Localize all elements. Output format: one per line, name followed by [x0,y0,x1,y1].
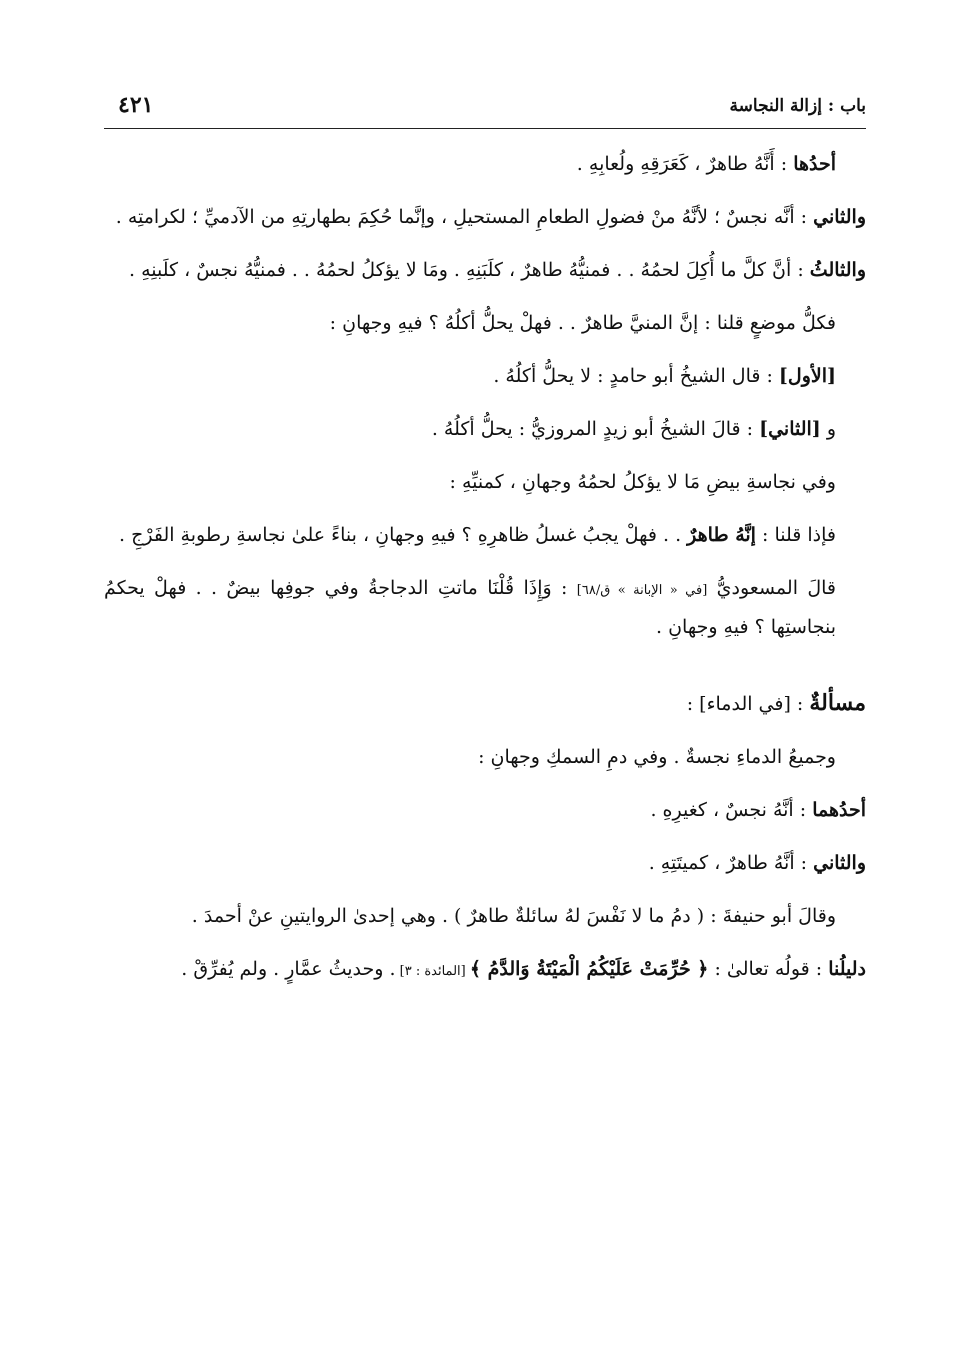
paragraph-lead: والثالثُ [809,259,866,281]
paragraph-lead: أحدُهما [812,799,866,821]
running-title: باب : إزالة النجاسة [729,96,866,116]
paragraph-text: : أَنَّهُ طاهرٌ ، كَعَرَقِهِ ولُعابِهِ . [576,153,794,175]
paragraph-3 [104,252,866,288]
page-header [104,92,866,129]
paragraph-8 [104,517,866,553]
source-reference: [في « الإبانة » ق/٦٨] [576,583,708,598]
paragraph-lead: والثاني [813,206,866,228]
paragraph-15 [104,951,866,990]
page-number: ٤٢١ [118,92,154,118]
paragraph-text: . . فهلْ يجبُ غسلُ ظاهرِهِ ؟ فيهِ وجهانِ ، بناءً علىٰ نجاسةِ رطوبةِ الفَرْجِ . [119,524,688,546]
paragraph-lead: [الثاني] [759,418,821,440]
paragraph-pre: و [820,418,836,440]
heading-lead: مسألةٌ [809,690,866,716]
paragraph-text: . وحديثُ عمَّارٍ . ولم يُفرِّقْ . [181,958,396,980]
quran-verse: ﴿ حُرِّمَتْ عَلَيْكُمُ الْمَيْتَةُ وَالدَّمُ ﴾ [469,958,709,980]
paragraph-12 [104,792,866,828]
paragraph-14 [104,898,866,934]
paragraph-text: وفي نجاسةِ بيضِ مَا لا يؤكلُ لحمُهُ وجهانِ ، كمنيِّهِ : [449,471,836,493]
heading-text: : [في الدماء] : [686,693,810,715]
paragraph-text: : أنَّهُ طاهرٌ ، كميتَتِهِ . [648,852,814,874]
paragraph-lead: والثاني [813,852,866,874]
paragraph-5 [104,358,866,394]
paragraph-11 [104,739,866,775]
paragraph-13 [104,845,866,881]
section-heading [104,685,866,722]
paragraph-lead: دليلُنا [828,958,866,980]
paragraph-lead: [الأول] [778,365,836,387]
paragraph-4 [104,305,866,341]
paragraph-text: : أنَّهُ نجسٌ ، كغيرِهِ . [650,799,813,821]
paragraph-lead: أحدُها [793,153,836,175]
paragraph-text: فكلُّ موضعٍ قلنا : إنَّ المنيَّ طاهرٌ . . فهلْ يحلُّ أكلُهُ ؟ فيهِ وجهانِ : [329,312,836,334]
paragraph-text: : وَإِذَا قُلْنَا ماتتِ الدجاجةُ وفي جوفِها بيضٌ . . فهلْ يحكمُ بنجاستِها ؟ فيهِ وجهانِ . [104,577,836,638]
paragraph-lead: إنَّهُ طاهرٌ [687,524,756,546]
paragraph-text: : قالَ الشيخُ أبو زيدٍ المروزيُّ : يحلُّ أكلُهُ . [431,418,760,440]
paragraph-text: وقالَ أبو حنيفةَ : ( دمُ ما لا نَفْسَ لهُ سائلةٌ طاهرٌ ) . وهي إحدىٰ الروايتينِ عنْ أحمدَ . [191,905,836,927]
paragraph-pre: : قولُه تعالىٰ : [708,958,829,980]
page-body [104,146,866,1007]
paragraph-text: : أنَّه نجسٌ ؛ لأنَّهُ منْ فضولِ الطعامِ المستحيلِ ، وإنَّما حُكِمَ بطهارتِهِ من الآدميِّ ؛ لكرامتِه . [115,206,814,228]
paragraph-text: : أنَّ كلَّ ما أُكِلَ لحمُهُ . . فمنيُّهُ طاهرٌ ، كلَبَنِهِ . ومَا لا يؤكلُ لحمُهُ . . فمنيُّهُ نجسٌ ، كلَبنِهِ . [129,259,810,281]
paragraph-text: : قال الشيخُ أبو حامدٍ : لا يحلُّ أكلُهُ . [493,365,779,387]
paragraph-6 [104,411,866,447]
paragraph-9 [104,570,866,645]
paragraph-1 [104,146,866,182]
paragraph-text: وجميعُ الدماءِ نجسةٌ . وفي دمِ السمكِ وجهانِ : [478,746,836,768]
paragraph-pre: قالَ المسعوديُّ [707,577,837,599]
paragraph-2 [104,199,866,235]
paragraph-pre: فإذا قلنا : [755,524,836,546]
verse-reference: [المائدة : ٣] [395,964,470,979]
paragraph-7 [104,464,866,500]
